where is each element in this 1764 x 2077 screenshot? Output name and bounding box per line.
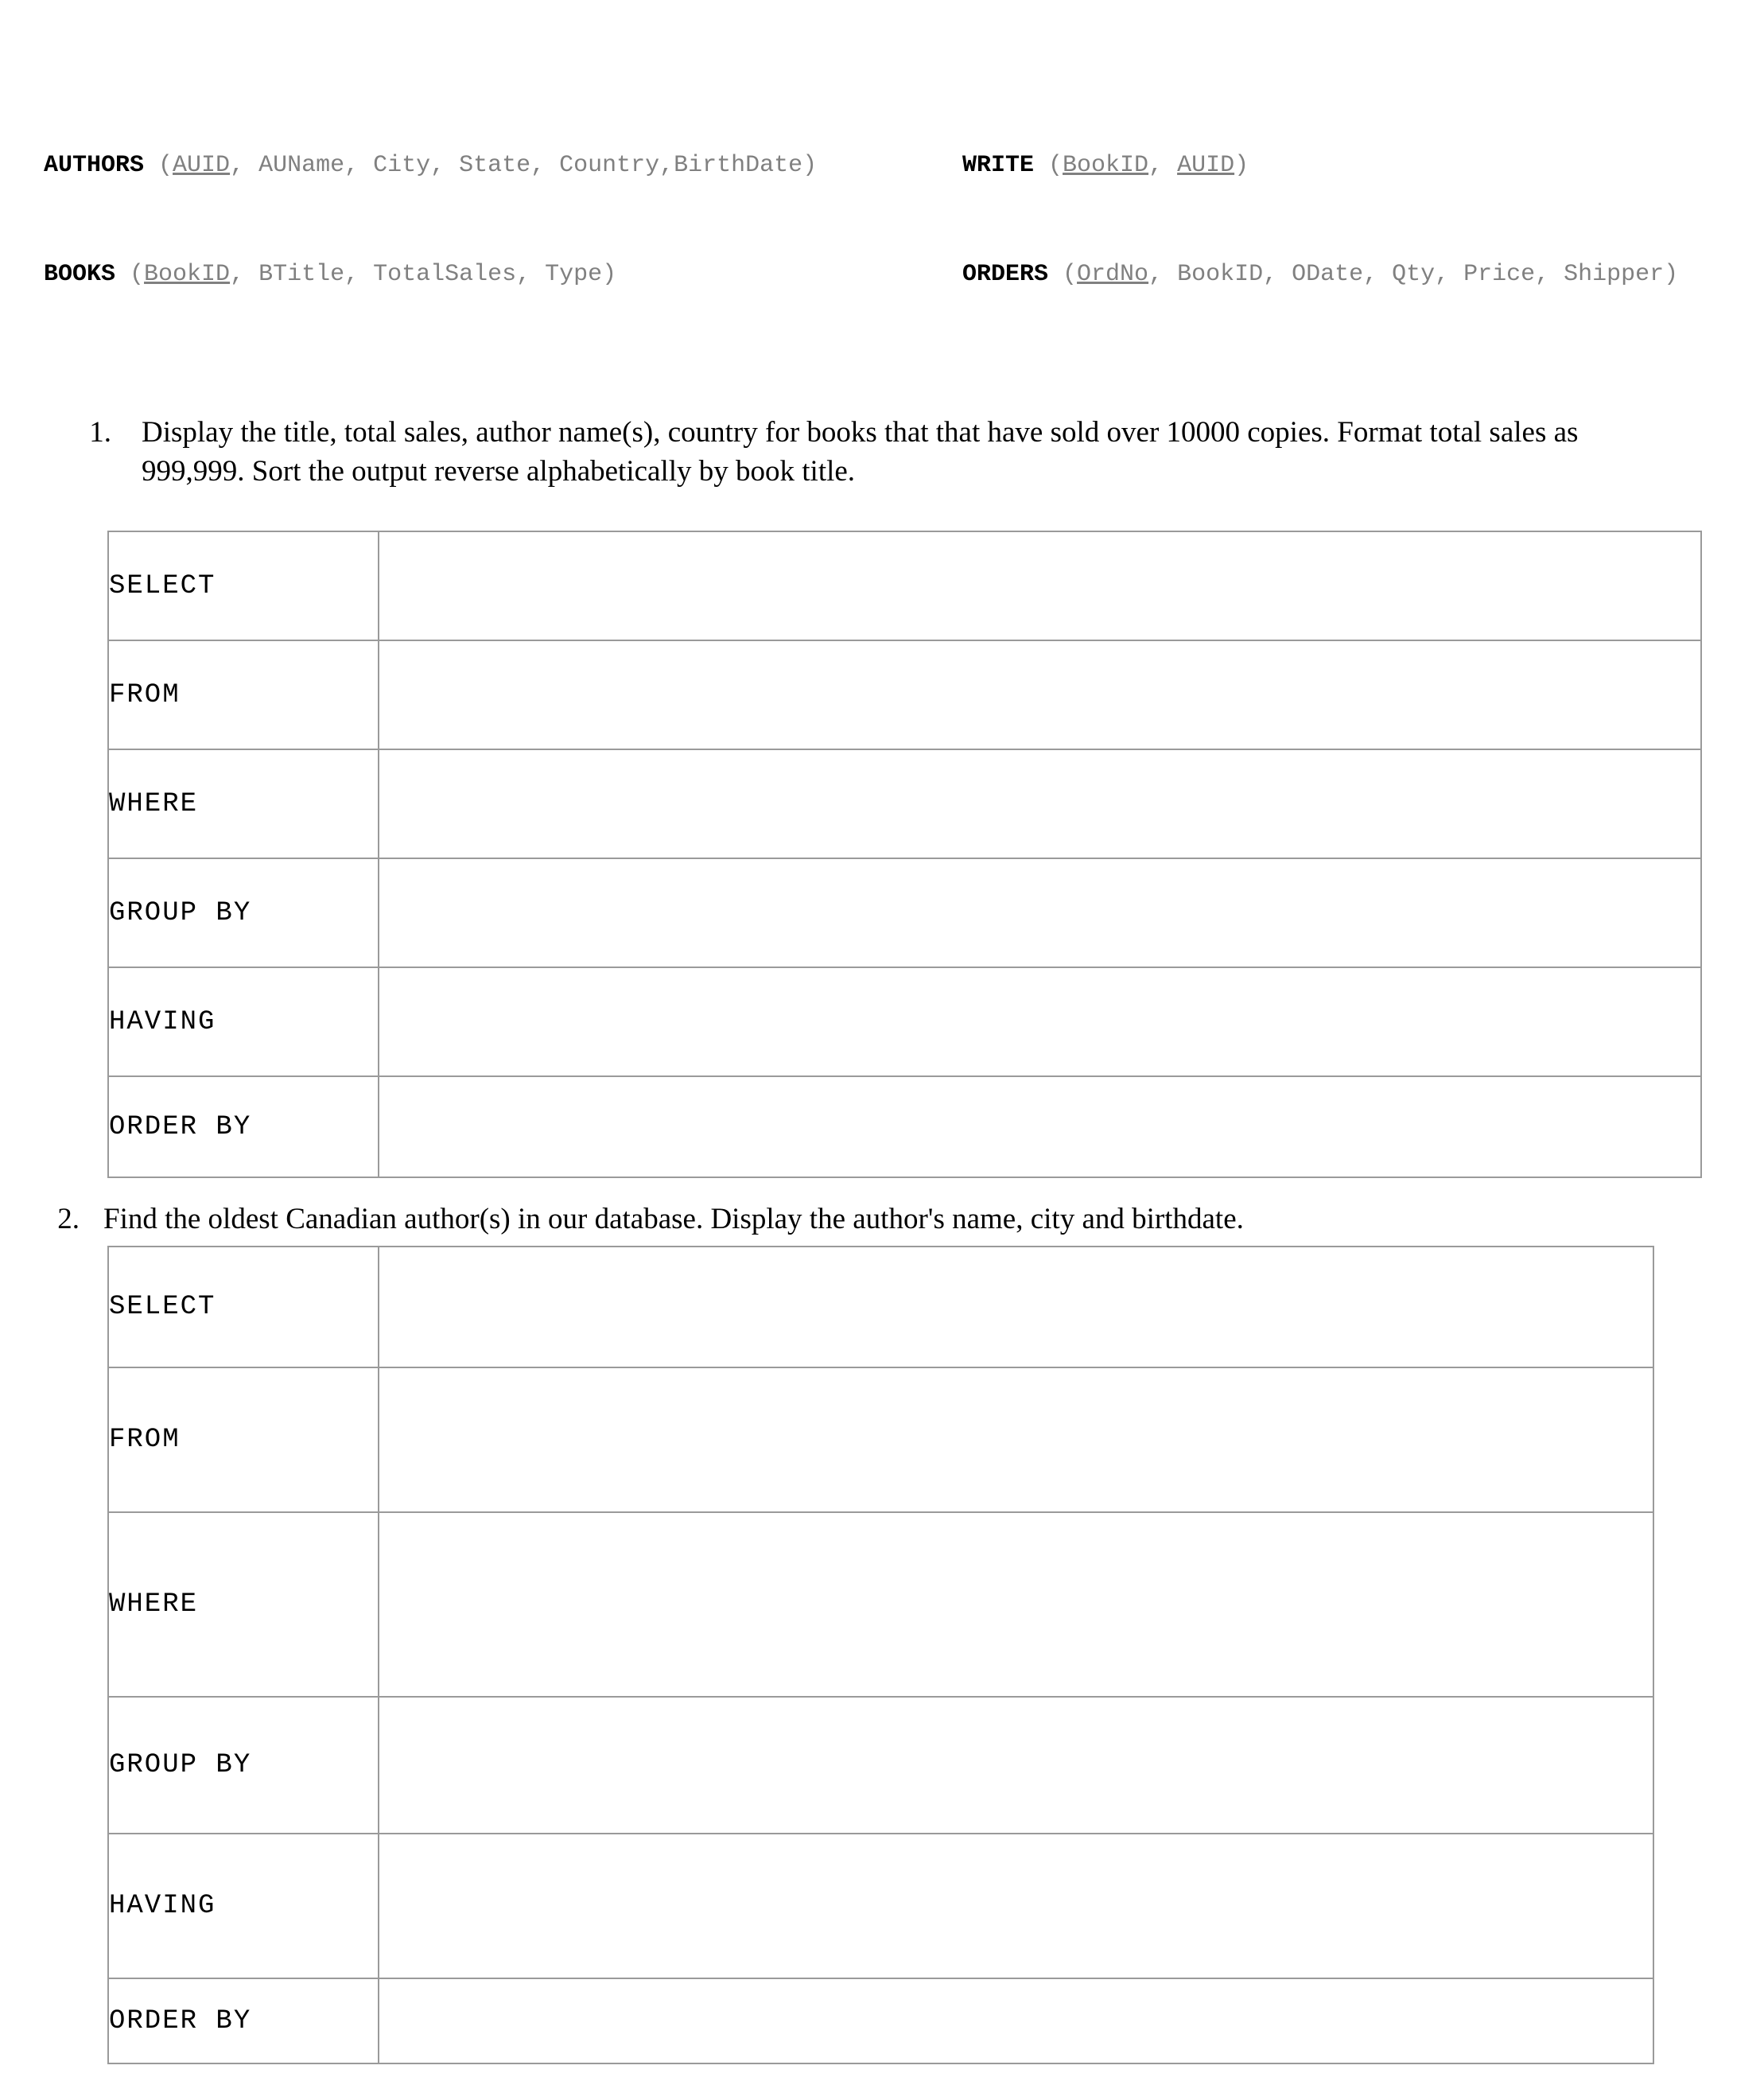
question-2-text: Find the oldest Canadian author(s) in our database. Display the author's name, city and birthdate. [103,1203,1244,1236]
answer-cell-order-by[interactable] [379,1978,1653,2063]
schema-write-relation [962,148,1764,185]
schema-text: ( [1048,260,1078,288]
table-row [108,749,1701,858]
answer-cell-having[interactable] [379,967,1701,1076]
schema-line-2 [44,257,1764,294]
table-row [108,1697,1653,1834]
question-1-prompt [64,414,1764,492]
question-2-block [0,1200,1764,1239]
answer-cell-from[interactable] [379,1367,1653,1512]
primary-key-auid: AUID [1177,152,1235,180]
keyword-cell-group-by: GROUP BY [108,858,379,967]
answer-cell-having[interactable] [379,1834,1653,1978]
relation-name-write: WRITE [962,152,1035,180]
keyword-cell-select: SELECT [108,1247,379,1367]
question-1-number: 1. [89,415,111,449]
answer-cell-from[interactable] [379,640,1701,749]
table-row [108,1247,1653,1367]
keyword-cell-from: FROM [108,1367,379,1512]
schema-text: ( [1034,152,1063,180]
table-row [108,858,1701,967]
schema-authors-relation [44,148,962,185]
schema-books-relation [44,257,962,294]
keyword-cell-order-by: ORDER BY [108,1076,379,1177]
relation-name-authors: AUTHORS [44,152,145,180]
keyword-cell-having: HAVING [108,1834,379,1978]
answer-cell-where[interactable] [379,1512,1653,1697]
question-1-answer-grid [107,531,1702,1178]
primary-key-bookid: BookID [144,260,231,288]
answer-cell-select[interactable] [379,531,1701,640]
schema-line-1 [44,148,1764,185]
primary-key-bookid: BookID [1063,152,1149,180]
table-row [108,1834,1653,1978]
keyword-cell-group-by: GROUP BY [108,1697,379,1834]
table-row [108,531,1701,640]
keyword-cell-having: HAVING [108,967,379,1076]
question-2-prompt [36,1200,1764,1239]
schema-text: ) [1234,152,1249,180]
answer-cell-order-by[interactable] [379,1076,1701,1177]
question-2-number: 2. [57,1203,80,1236]
relation-name-books: BOOKS [44,260,116,288]
table-row [108,967,1701,1076]
keyword-cell-where: WHERE [108,1512,379,1697]
answer-cell-where[interactable] [379,749,1701,858]
schema-text: , [1148,152,1178,180]
relation-name-orders: ORDERS [962,260,1049,288]
keyword-cell-order-by: ORDER BY [108,1978,379,2063]
table-row [108,1076,1701,1177]
schema-header [0,76,1764,366]
answer-cell-group-by[interactable] [379,1697,1653,1834]
answer-cell-group-by[interactable] [379,858,1701,967]
schema-orders-relation [962,257,1764,294]
keyword-cell-select: SELECT [108,531,379,640]
keyword-cell-where: WHERE [108,749,379,858]
question-1-block [0,414,1764,492]
schema-text: , AUName, City, State, Country,BirthDate) [230,152,818,180]
primary-key-auid: AUID [173,152,231,180]
table-row [108,640,1701,749]
keyword-cell-from: FROM [108,640,379,749]
schema-text: ( [115,260,145,288]
table-row [108,1367,1653,1512]
question-1-text: Display the title, total sales, author name(s), country for books that that have sold over 10000 copies. Format total sales as 999,999. Sort the output reverse alphabetically by book title. [142,415,1579,488]
schema-text: , BTitle, TotalSales, Type) [230,260,617,288]
schema-text: ( [144,152,173,180]
schema-text: , BookID, ODate, Qty, Price, Shipper) [1148,260,1679,288]
answer-cell-select[interactable] [379,1247,1653,1367]
table-row [108,1512,1653,1697]
primary-key-ordno: OrdNo [1077,260,1149,288]
question-2-answer-grid [107,1246,1654,2064]
table-row [108,1978,1653,2063]
